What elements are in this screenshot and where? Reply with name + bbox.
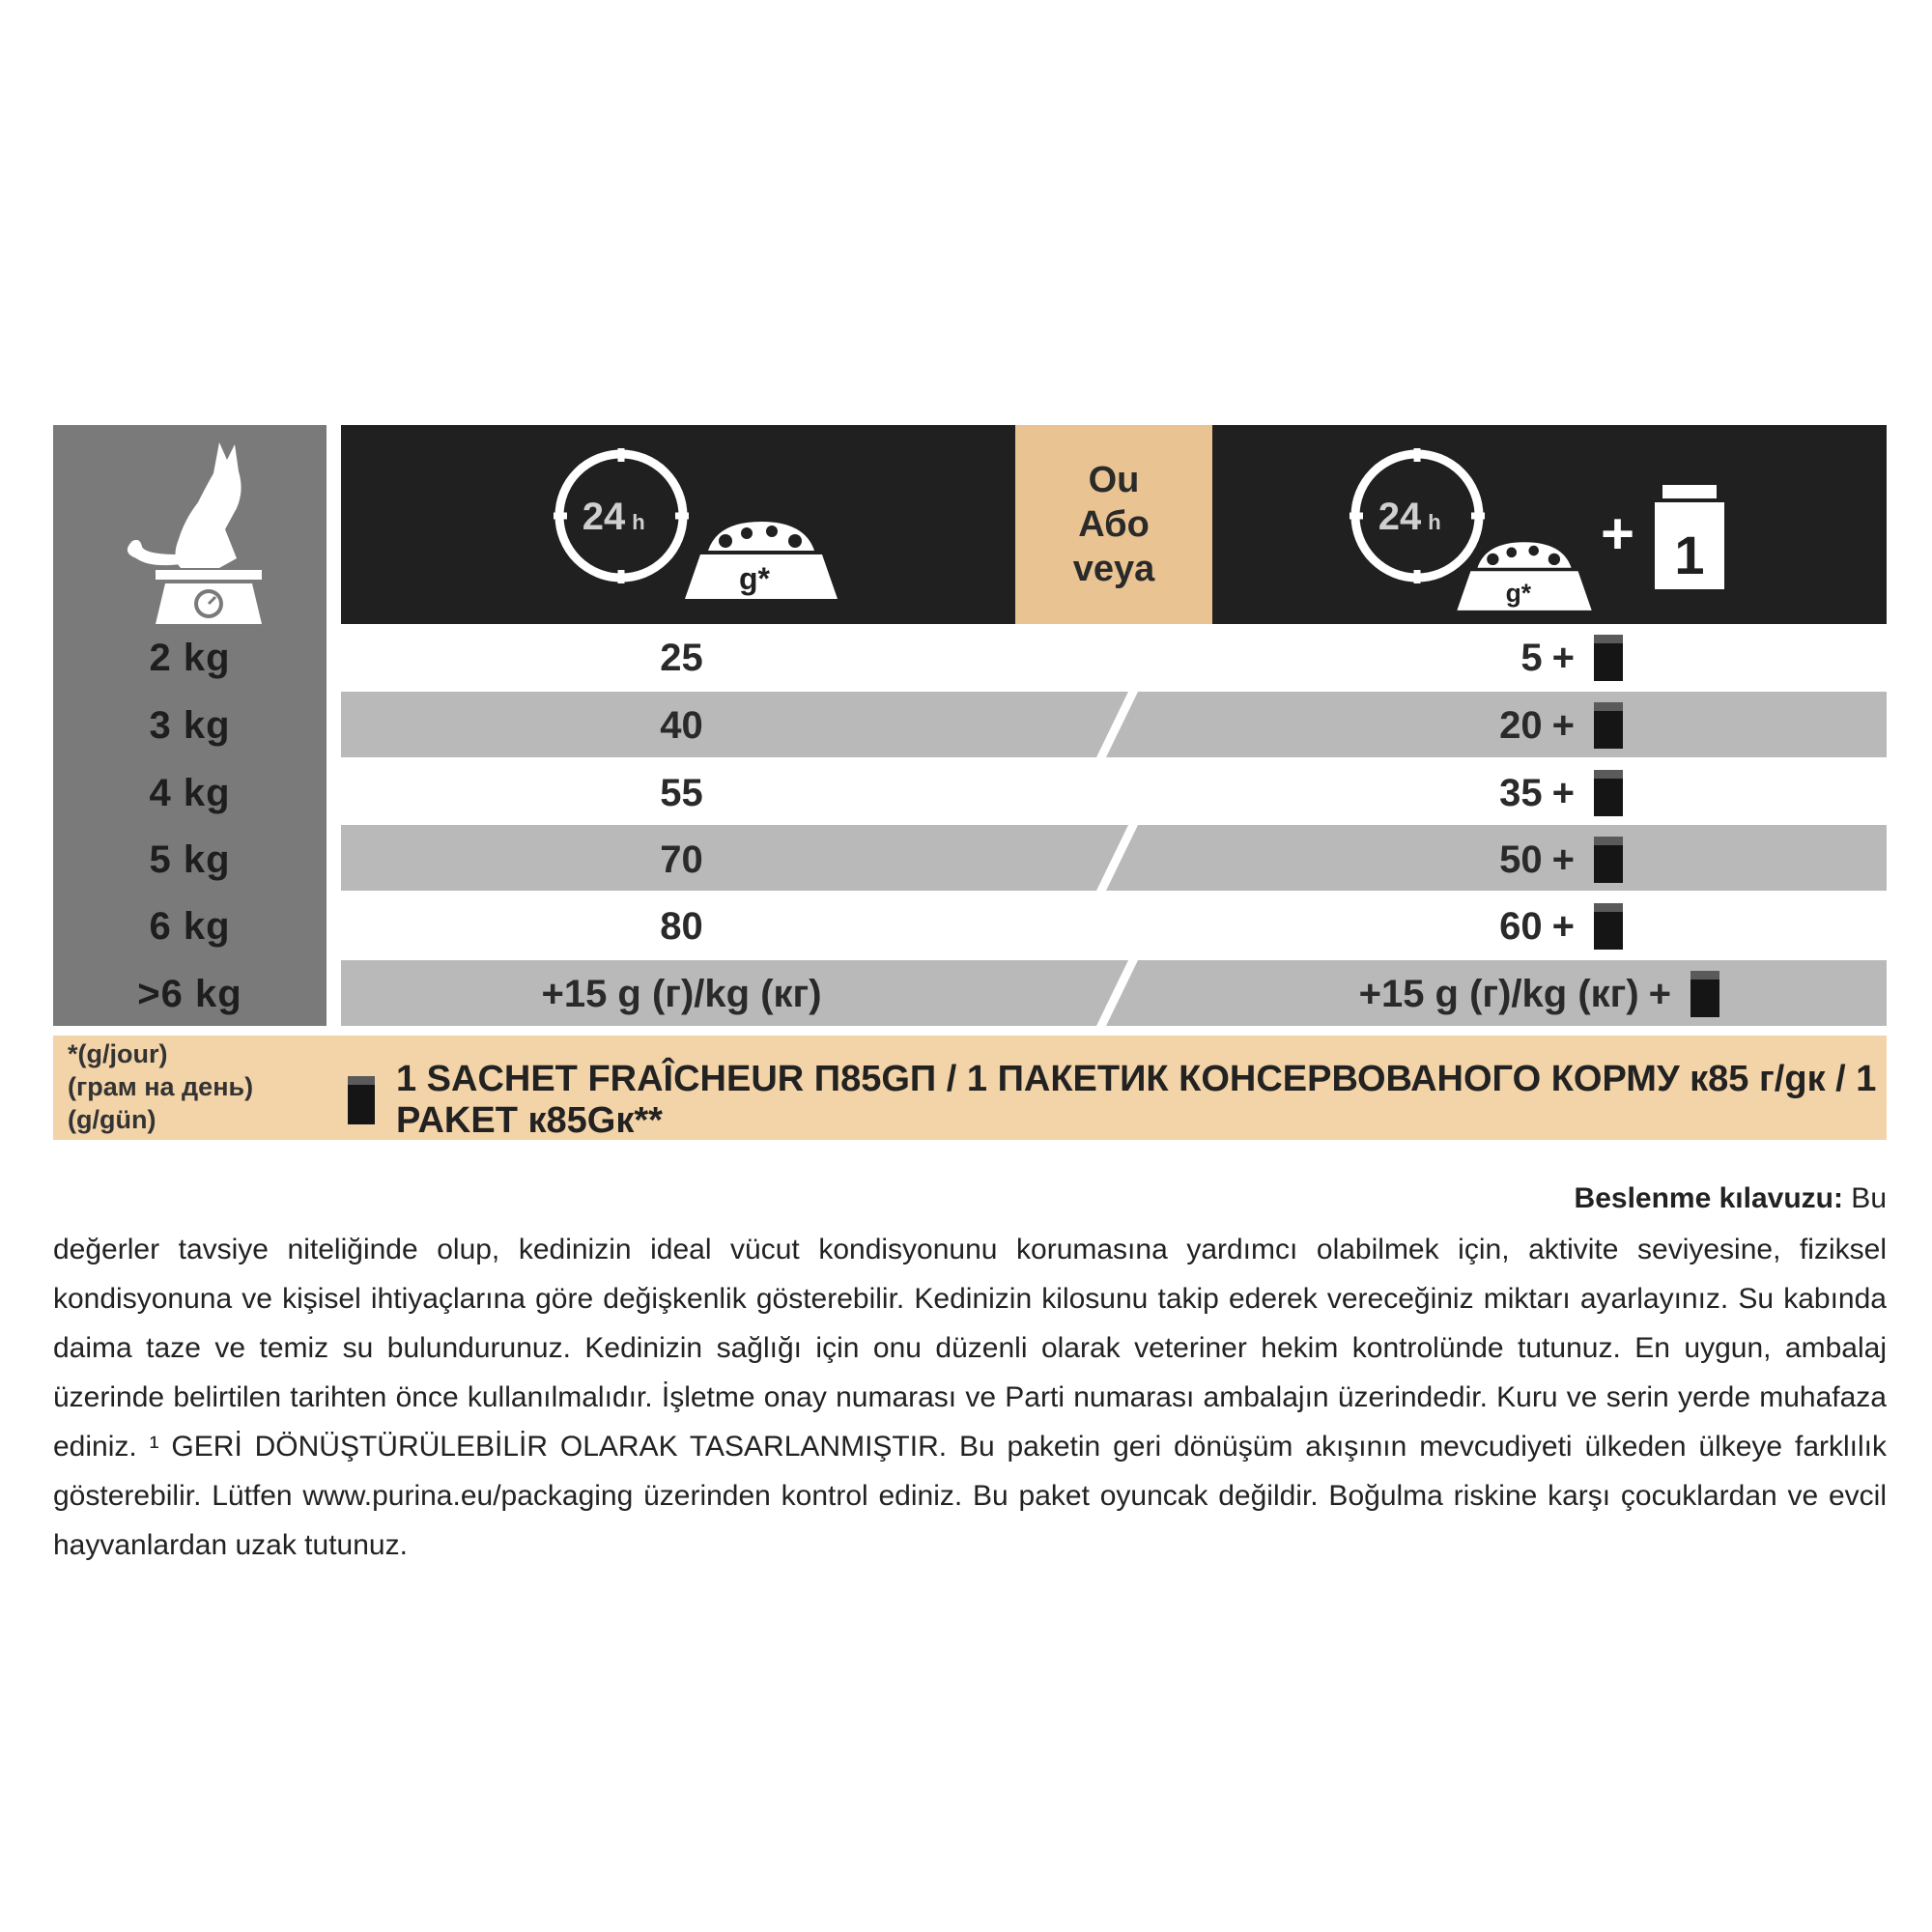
header-or-separator: [1015, 425, 1212, 624]
mixed-amount-row: [1217, 893, 1623, 960]
plus-sign: +: [1551, 636, 1575, 679]
mixed-amount: 60: [1499, 904, 1543, 948]
header-mixed-feeding: [1212, 425, 1887, 624]
bowl-label: g*: [1505, 579, 1532, 608]
bowl-label: g*: [739, 561, 770, 596]
dry-amount: 25: [660, 636, 703, 679]
weight-label: 6 kg: [149, 904, 231, 948]
pouch-icon: [1690, 971, 1719, 1017]
weight-label: 5 kg: [149, 838, 231, 881]
clock-label: 24: [1378, 496, 1422, 538]
weight-label: 2 kg: [149, 636, 231, 679]
guide-paragraph: değerler tavsiye niteliğinde olup, kedinizin ideal vücut kondisyonunu korumasına yardımcı olabilmek için, aktivite seviyesine, fiziksel kondisyonuna ve kişisel ihtiyaçlarına göre değişkenlik gösterebilir. Kedinizin kilosunu takip ederek vereceğiniz miktarı ayarlayınız. Su kabında daima taze ve temiz su bulundurunuz. Kedinizin sağlığı için onu düzenli olarak veteriner hekim kontrolünde tutunuz. En uygun, ambalaj üzerinde belirtilen tarihten önce kullanılmalıdır. İşletme onay numarası ve Parti numarası ambalajın üzerindedir. Kuru ve serin yerde muhafaza ediniz. ¹ GERİ DÖNÜŞTÜRÜLEBİLİR OLARAK TASARLANMIŞTIR. Bu paketin geri dönüşüm akışının mevcudiyeti ülkeden ülkeye farklılık gösterebilir. Lütfen www.purina.eu/packaging üzerinden kontrol ediniz. Bu paket oyuncak değildir. Boğulma riskine karşı çocuklardan ve evcil hayvanlardan uzak tutunuz.: [53, 1234, 1887, 1561]
plus-icon: +: [1601, 501, 1635, 566]
sachet-text: 1 SACHET FRAÎCHEUR П85GП / 1 ПАКЕТИК КОНСЕРВОВАНОГО КОРМУ к85 г/gк / 1 PAKET к85Gк**: [395, 1059, 1877, 1141]
dry-amount: 40: [660, 703, 703, 747]
unit-ukrainian: (грам на день): [68, 1072, 254, 1101]
clock-suffix: h: [632, 510, 645, 534]
guide-heading: [1575, 1182, 1887, 1215]
mixed-amount-row: [1217, 759, 1623, 827]
pouch-icon: [1655, 485, 1724, 589]
weight-label: 4 kg: [149, 771, 231, 814]
pouch-icon: [1594, 837, 1623, 883]
clock-suffix: h: [1428, 510, 1441, 534]
footer-sachet: [348, 1059, 1932, 1142]
dry-amount: 80: [660, 904, 703, 948]
guide-heading-rest: Bu: [1842, 1182, 1887, 1214]
food-bowl-icon: [679, 512, 843, 609]
dry-amount: 70: [660, 838, 703, 881]
plus-sign: +: [1551, 904, 1575, 948]
pouch-icon: [1594, 702, 1623, 749]
mixed-amount-row: [1217, 692, 1623, 759]
plus-sign: +: [1551, 771, 1575, 814]
unit-turkish: (g/gün): [68, 1105, 156, 1134]
footer-units: [68, 1037, 319, 1136]
dry-amount: 55: [660, 771, 703, 814]
plus-sign: +: [1648, 972, 1671, 1015]
mixed-amount: 50: [1499, 838, 1543, 881]
or-ukrainian: Або: [1078, 504, 1150, 545]
guide-heading-bold: Beslenme kılavuzu:: [1574, 1182, 1843, 1214]
unit-french: *(g/jour): [68, 1039, 168, 1068]
food-bowl-icon: [1452, 533, 1597, 612]
plus-sign: +: [1551, 703, 1575, 747]
pouch-icon: [1594, 635, 1623, 681]
header-dry-food: [341, 425, 1015, 624]
mixed-amount: 5: [1520, 636, 1543, 679]
mixed-amount: 20: [1499, 703, 1543, 747]
mixed-amount: +15 g (г)/kg (кг): [1358, 972, 1639, 1015]
weight-label: 3 kg: [149, 703, 231, 747]
cat-on-scale-icon: [92, 433, 285, 626]
dry-amount: +15 g (г)/kg (кг): [541, 972, 822, 1015]
weight-label: >6 kg: [137, 972, 242, 1015]
pouch-icon: [348, 1076, 375, 1124]
clock-label: 24: [582, 496, 626, 538]
mixed-amount-row: [1217, 826, 1623, 894]
mixed-amount-row: [1217, 624, 1623, 692]
mixed-amount: 35: [1499, 771, 1543, 814]
plus-sign: +: [1551, 838, 1575, 881]
or-french: Ou: [1088, 460, 1140, 500]
or-turkish: veya: [1072, 549, 1155, 589]
mixed-amount-row: [1217, 960, 1719, 1028]
pouch-icon: [1594, 770, 1623, 816]
pouch-icon: [1594, 903, 1623, 950]
pouch-label: 1: [1674, 525, 1705, 585]
